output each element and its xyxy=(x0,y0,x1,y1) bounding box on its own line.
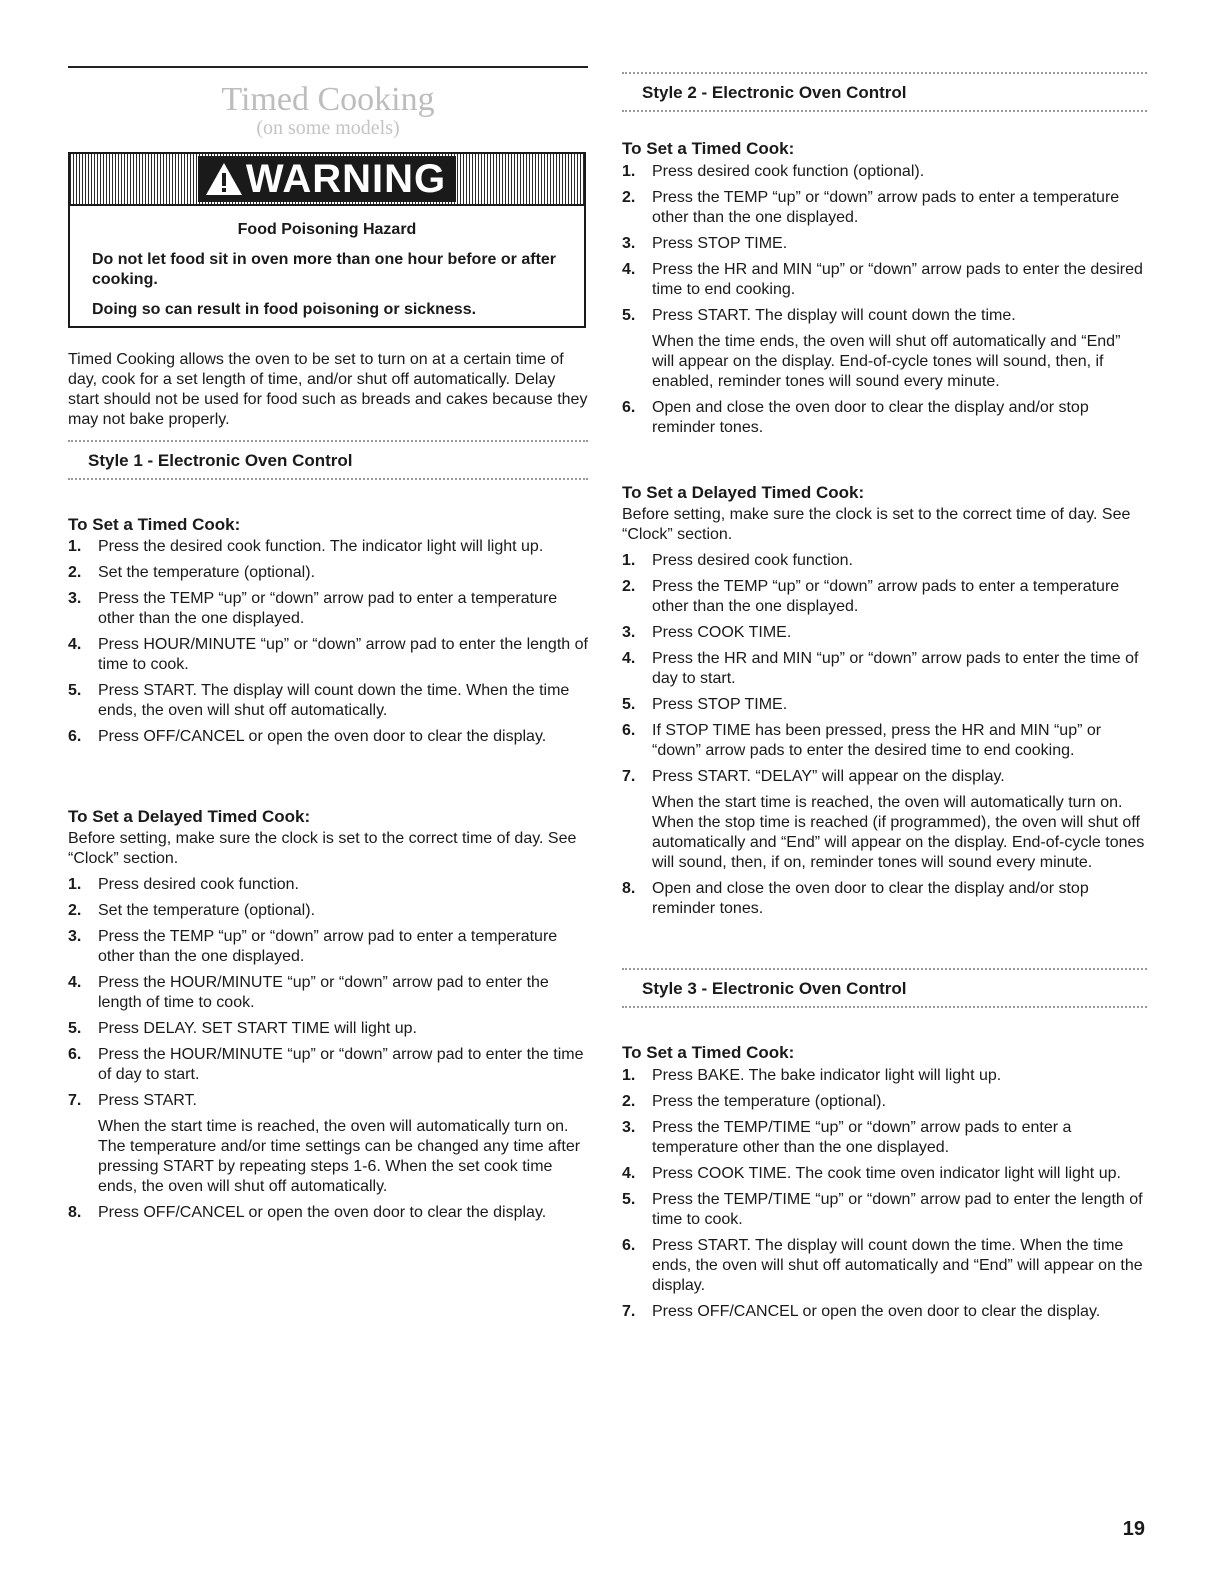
step-text: Press OFF/CANCEL or open the oven door to clear the display. xyxy=(98,1204,547,1221)
step-item xyxy=(68,901,588,921)
step-number: 2. xyxy=(622,1093,636,1110)
step-text: Press the HR and MIN “up” or “down” arrow pads to enter the desired time to end cooking. xyxy=(652,261,1143,298)
style1-timed-heading: To Set a Timed Cook: xyxy=(68,515,241,534)
step-number: 8. xyxy=(68,1204,82,1221)
page-title: Timed Cooking xyxy=(221,81,435,118)
step-item xyxy=(68,537,588,557)
step-item xyxy=(622,649,1147,689)
step-item xyxy=(622,1190,1147,1230)
step-text: Press desired cook function. xyxy=(652,552,853,569)
step-item xyxy=(622,1118,1147,1158)
step-item xyxy=(68,927,588,967)
step-text: Press the HR and MIN “up” or “down” arrow pads to enter the time of day to start. xyxy=(652,650,1139,687)
step-note: When the time ends, the oven will shut off automatically and “End” will appear on the display. End-of-cycle tones will sound, then, if enabled, reminder tones will sound every minute. xyxy=(652,333,1121,390)
step-number: 4. xyxy=(622,1165,636,1182)
step-text: Press OFF/CANCEL or open the oven door to clear the display. xyxy=(652,1303,1101,1320)
step-item xyxy=(622,879,1147,919)
step-text: Press START. The display will count down the time. When the time ends, the oven will shut off automatically and “End” will appear on the display. xyxy=(652,1237,1143,1294)
step-text: Press desired cook function (optional). xyxy=(652,163,925,180)
style2-timed-heading: To Set a Timed Cook: xyxy=(622,139,795,158)
step-text: Press OFF/CANCEL or open the oven door to clear the display. xyxy=(98,728,547,745)
step-number: 2. xyxy=(622,189,636,206)
step-number: 6. xyxy=(68,728,82,745)
step-number: 4. xyxy=(68,636,82,653)
step-item xyxy=(68,875,588,895)
top-rule xyxy=(68,66,588,68)
divider xyxy=(622,968,1147,972)
step-text: Press STOP TIME. xyxy=(652,696,788,713)
step-number: 3. xyxy=(622,235,636,252)
step-text: Press the TEMP “up” or “down” arrow pads to enter a temperature other than the one displayed. xyxy=(652,189,1120,226)
step-item xyxy=(622,721,1147,761)
step-number: 5. xyxy=(622,1191,636,1208)
step-number: 6. xyxy=(622,1237,636,1254)
step-item xyxy=(68,681,588,721)
step-item xyxy=(622,188,1147,228)
step-text: Press STOP TIME. xyxy=(652,235,788,252)
step-item xyxy=(68,1045,588,1085)
style1-timed-steps xyxy=(68,537,588,753)
step-number: 2. xyxy=(68,902,82,919)
step-item xyxy=(68,1019,588,1039)
step-text: Press the TEMP/TIME “up” or “down” arrow pads to enter a temperature other than the one displayed. xyxy=(652,1119,1072,1156)
style2-delayed-intro: Before setting, make sure the clock is set to the correct time of day. See “Clock” section. xyxy=(622,506,1131,543)
style2-delayed-steps xyxy=(622,551,1147,925)
step-item xyxy=(622,162,1147,182)
step-number: 3. xyxy=(622,1119,636,1136)
step-number: 1. xyxy=(68,538,82,555)
step-item xyxy=(622,260,1147,300)
style3-title: Style 3 - Electronic Oven Control xyxy=(642,979,907,998)
step-text: Set the temperature (optional). xyxy=(98,564,316,581)
step-number: 3. xyxy=(622,624,636,641)
style3-timed-steps xyxy=(622,1066,1147,1328)
step-item xyxy=(622,695,1147,715)
step-note: When the start time is reached, the oven will automatically turn on. When the stop time is reached (if programmed), the oven will shut off automatically and “End” will appear on the display. End-of-cycle tones will sound, then, if on, reminder tones will sound every minute. xyxy=(652,794,1145,871)
step-note: When the start time is reached, the oven will automatically turn on. The temperature and/or time settings can be changed any time after pressing START by repeating steps 1-6. When the set cook time ends, the oven will shut off automatically. xyxy=(98,1118,581,1195)
step-number: 6. xyxy=(622,399,636,416)
step-item xyxy=(68,635,588,675)
step-number: 7. xyxy=(68,1092,82,1109)
style1-header xyxy=(68,440,588,480)
step-text: Press HOUR/MINUTE “up” or “down” arrow pad to enter the length of time to cook. xyxy=(98,636,588,673)
step-item xyxy=(622,1236,1147,1296)
step-number: 2. xyxy=(622,578,636,595)
step-number: 6. xyxy=(622,722,636,739)
step-item xyxy=(622,767,1147,873)
style1-delayed-steps xyxy=(68,875,588,1229)
warning-triangle-icon xyxy=(204,160,244,198)
divider xyxy=(622,110,1147,114)
step-item xyxy=(68,1091,588,1197)
style2-delayed-heading: To Set a Delayed Timed Cook: xyxy=(622,483,865,502)
step-item xyxy=(622,623,1147,643)
divider xyxy=(68,478,588,482)
style2-header xyxy=(622,72,1147,112)
step-number: 5. xyxy=(68,1020,82,1037)
step-text: Press START. “DELAY” will appear on the display. xyxy=(652,768,1005,785)
step-text: Press COOK TIME. The cook time oven indicator light will light up. xyxy=(652,1165,1121,1182)
step-item xyxy=(622,234,1147,254)
step-number: 5. xyxy=(622,696,636,713)
warning-banner xyxy=(70,154,584,206)
step-number: 3. xyxy=(68,928,82,945)
step-text: Press desired cook function. xyxy=(98,876,299,893)
step-text: Press the TEMP “up” or “down” arrow pads to enter a temperature other than the one displayed. xyxy=(652,578,1120,615)
step-item xyxy=(68,589,588,629)
step-text: Set the temperature (optional). xyxy=(98,902,316,919)
style1-delayed-intro: Before setting, make sure the clock is set to the correct time of day. See “Clock” section. xyxy=(68,830,577,867)
style1-delayed-heading: To Set a Delayed Timed Cook: xyxy=(68,807,311,826)
step-number: 1. xyxy=(622,1067,636,1084)
step-text: Open and close the oven door to clear the display and/or stop reminder tones. xyxy=(652,399,1089,436)
step-text: Press DELAY. SET START TIME will light up. xyxy=(98,1020,417,1037)
warning-hazard: Food Poisoning Hazard xyxy=(237,221,417,238)
step-number: 1. xyxy=(622,163,636,180)
step-number: 6. xyxy=(68,1046,82,1063)
step-text: Press the desired cook function. The indicator light will light up. xyxy=(98,538,544,555)
step-item xyxy=(68,563,588,583)
step-text: Press START. The display will count down the time. When the time ends, the oven will shut off automatically. xyxy=(98,682,570,719)
step-text: Press the HOUR/MINUTE “up” or “down” arrow pad to enter the time of day to start. xyxy=(98,1046,584,1083)
divider xyxy=(622,1006,1147,1010)
step-number: 1. xyxy=(622,552,636,569)
step-text: Press START. xyxy=(98,1092,197,1109)
step-number: 7. xyxy=(622,768,636,785)
step-text: Open and close the oven door to clear the display and/or stop reminder tones. xyxy=(652,880,1089,917)
style3-header xyxy=(622,968,1147,1008)
intro-paragraph: Timed Cooking allows the oven to be set to turn on at a certain time of day, cook for a set length of time, and/or shut off automatically. Delay start should not be used for food such as breads and cakes because they may not bake properly. xyxy=(68,351,588,428)
step-text: Press the TEMP “up” or “down” arrow pad to enter a temperature other than the one displayed. xyxy=(98,590,558,627)
step-number: 8. xyxy=(622,880,636,897)
style3-timed-heading: To Set a Timed Cook: xyxy=(622,1043,795,1062)
step-item xyxy=(68,727,588,747)
step-item xyxy=(68,1203,588,1223)
step-item xyxy=(622,1164,1147,1184)
step-item xyxy=(622,306,1147,392)
step-number: 7. xyxy=(622,1303,636,1320)
step-text: Press COOK TIME. xyxy=(652,624,792,641)
step-text: Press the HOUR/MINUTE “up” or “down” arrow pad to enter the length of time to cook. xyxy=(98,974,549,1011)
step-text: Press START. The display will count down the time. xyxy=(652,307,1016,324)
step-text: Press the TEMP “up” or “down” arrow pad to enter a temperature other than the one displayed. xyxy=(98,928,558,965)
step-number: 4. xyxy=(68,974,82,991)
style1-title: Style 1 - Electronic Oven Control xyxy=(88,451,353,470)
step-item xyxy=(622,398,1147,438)
step-number: 5. xyxy=(622,307,636,324)
divider xyxy=(622,72,1147,76)
step-text: Press the TEMP/TIME “up” or “down” arrow pad to enter the length of time to cook. xyxy=(652,1191,1143,1228)
style2-timed-steps xyxy=(622,162,1147,444)
divider xyxy=(68,440,588,444)
page-subtitle: (on some models) xyxy=(256,117,400,139)
warning-box xyxy=(68,152,586,328)
step-item xyxy=(622,1092,1147,1112)
warning-label xyxy=(198,156,456,202)
step-number: 3. xyxy=(68,590,82,607)
step-text: If STOP TIME has been pressed, press the HR and MIN “up” or “down” arrow pads to enter the desired time to end cooking. xyxy=(652,722,1102,759)
step-item xyxy=(622,1302,1147,1322)
step-text: Press BAKE. The bake indicator light will light up. xyxy=(652,1067,1002,1084)
step-number: 1. xyxy=(68,876,82,893)
step-number: 5. xyxy=(68,682,82,699)
warning-label-text: WARNING xyxy=(245,157,447,201)
step-text: Press the temperature (optional). xyxy=(652,1093,886,1110)
page-number: 19 xyxy=(1122,1518,1145,1540)
step-number: 4. xyxy=(622,261,636,278)
step-number: 4. xyxy=(622,650,636,667)
step-number: 2. xyxy=(68,564,82,581)
style2-title: Style 2 - Electronic Oven Control xyxy=(642,83,907,102)
step-item xyxy=(622,577,1147,617)
warning-line-2: Doing so can result in food poisoning or sickness. xyxy=(92,301,477,318)
step-item xyxy=(68,973,588,1013)
warning-line-1: Do not let food sit in oven more than one hour before or after cooking. xyxy=(92,251,557,288)
step-item xyxy=(622,1066,1147,1086)
step-item xyxy=(622,551,1147,571)
